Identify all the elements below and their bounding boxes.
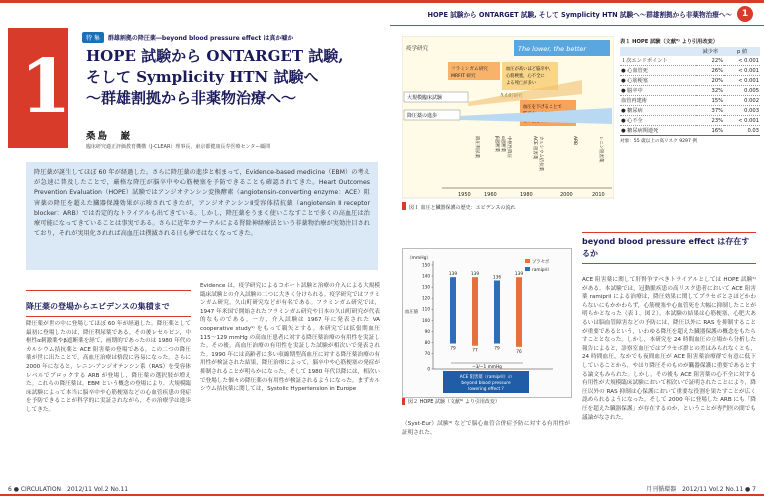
figure-2-chart: [403, 249, 571, 397]
title-line-1: HOPE 試験から ONTARGET 試験,: [86, 47, 344, 65]
table-row: [620, 86, 760, 96]
fig1-year-1980: 1980: [520, 192, 533, 198]
table-row: [620, 126, 760, 136]
table-1-title: 表１ HOPE 試験（文献⁶⁾ より引用改変）: [620, 39, 718, 45]
fig2-bar: [494, 280, 500, 343]
fig2-bar-top-label: 139: [514, 272, 524, 278]
fig1-box-mrfit-text: MRFIT 研究: [451, 74, 476, 79]
article-title: [86, 46, 386, 109]
fig2-y-tick: 70: [424, 350, 430, 356]
feature-tag-label: 特 集: [82, 32, 104, 43]
fig1-drug-diuretic: 降圧利尿薬: [474, 136, 479, 158]
running-title: HOPE 試験から ONTARGET 試験, そして Symplicity HTN 試験へ〜群雄割拠から非薬物治療へ〜: [427, 11, 732, 19]
table-cell: ● 心不全: [621, 118, 643, 124]
section-heading-right-text: beyond blood pressure effect は存在するか: [582, 237, 750, 258]
fig2-bar-top-label: 136: [492, 275, 502, 281]
figure-1-diagram: [402, 36, 614, 214]
table-1-h2: p 値: [736, 49, 748, 55]
section-heading-left-text: 降圧薬の登場からエビデンスの集積まで: [26, 302, 170, 311]
section-heading-left: [26, 290, 191, 317]
table-cell: １次エンドポイント: [621, 58, 668, 64]
table-row: [620, 96, 760, 106]
table-cell: 血管再建術: [621, 98, 647, 104]
fig2-y-tick: 90: [424, 328, 430, 334]
fig2-bar: [516, 277, 522, 347]
table-1-header-row: [620, 47, 760, 56]
fig1-year-2000: 2000: [560, 192, 573, 198]
table-1-grid: [620, 47, 760, 136]
table-cell: < 0.001: [738, 117, 759, 124]
figure-2: [402, 248, 572, 398]
table-cell: 37%: [711, 107, 724, 114]
fig2-legend-swatch: [525, 267, 530, 271]
fig2-caption-text: 図２ HOPE 試験（文献⁶⁾ より引用改変）: [408, 399, 500, 405]
fig1-row-1: 疫学研究: [406, 46, 429, 52]
table-cell: 20%: [711, 77, 724, 84]
fig2-question-text: beyond blood pressure: [461, 381, 511, 386]
fig1-year-1960: 1960: [484, 192, 497, 198]
fig2-bar: [472, 277, 478, 346]
fig2-y-tick: 110: [422, 306, 430, 312]
abstract-text: 降圧薬が誕生してほぼ 60 年が経過した。さらに降圧薬の進歩と相まって，Evidence-based medicine（EBM）の考えが急速に普及したことで，厳格な降圧が脳卒中や心筋梗塞を予防できることも確認されてきた。Heart Outcomes Prevention Evaluation（HOPE）試験ではアンジオテンシン変換酵素（angiotensin-converting enzyme：ACE）阻害薬の降圧を超えた臓器保護効果が示唆されてきたが，アンジオテンシンⅡ受容体拮抗薬（angiotensin Ⅱ receptor blocker：ARB）では否定的なトライアルも出てきている。しかし，降圧薬をうまく使いこなすことで多くの高血圧は治療可能になってきていることは事実である。さらに近年カテーテルによる腎除神経療法という非薬物治療が実効注目されており，それが実用化されれば高血圧は撲滅される日も夢ではなくなってきた。: [34, 169, 370, 238]
table-cell: ● 脳卒中: [621, 88, 643, 94]
table-1-h0: [620, 47, 696, 56]
table-cell: 0.002: [744, 97, 759, 104]
title-line-3: 〜群雄割拠から非薬物治療へ〜: [86, 89, 297, 107]
table-row: [620, 56, 760, 66]
fig2-y-unit: （mmHg）: [407, 256, 432, 261]
fig2-legend-label: プラセボ: [532, 260, 550, 265]
table-cell: 26%: [711, 67, 724, 74]
chapter-badge: 1: [737, 6, 753, 22]
table-cell: 22%: [711, 57, 724, 64]
abstract-box: [26, 162, 378, 270]
affiliation: 臨床研究適正評価教育機構（J-CLEAR）理事長，東京都健康長寿医療センター顧問: [86, 144, 271, 150]
title-line-2: そして Symplicity HTN 試験へ: [86, 68, 319, 86]
table-cell: 23%: [711, 117, 724, 124]
right-col-1: （Syst-Eur）試験⁴⁾ などで脳心血管合併症予防に対する有用性が証明された。: [402, 421, 570, 436]
fig2-question-text: lowering effect ?: [468, 387, 504, 392]
fig1-row-2: 大規模臨床試験: [407, 95, 443, 101]
fig2-bar-top-label: 139: [448, 272, 458, 278]
feature-tag: [82, 32, 293, 42]
table-cell: ● 糖尿病: [621, 108, 643, 114]
footer-right: 月刊循環器 2012/11 Vol.2 No.11 ● 7: [646, 486, 756, 493]
table-1: [620, 38, 760, 144]
table-cell: ● 心筋梗塞: [621, 78, 648, 84]
section-heading-right: [582, 232, 756, 264]
table-cell: 16%: [711, 127, 724, 134]
fig1-finding-2a: 血圧を下げることで: [523, 105, 562, 110]
table-cell: < 0.001: [738, 77, 759, 84]
fig1-caption: 図１ 血圧と臓器保護の歴史：エビデンスの流れ: [409, 205, 516, 211]
table-cell: ● 糖尿病関連死: [621, 128, 659, 134]
fig1-lower-better: The lower, the better: [518, 45, 587, 53]
table-1-h1: 減少率: [702, 49, 719, 55]
left-col-1: 降圧薬が世の中に登場してほぼ 60 年が経過した。降圧薬として最初に登場したのは，降圧利尿薬である。その後レセルピン，中枢性α刺激薬やβ遮断薬を経て，画期的であったのは 1980 年代のカルシウム拮抗薬と ACE 阻害薬の登場である。この二つの降圧薬が世に出たことで，高血圧治療は格段に容易になった。さらに 2000 年になると，レニン‐アンジオテンシン系（RAS）を受容体レベルでブロックする ARB が登場し，降圧薬の選択肢が増えた。これらの降圧薬は，EBM という概念の登場により，大規模臨床試験によって本当に脳卒中や心筋梗塞などの心血管疾患の発症を予防できることが科学的に実証されながら，その治療学は進歩してきた。: [26, 321, 191, 413]
fig1-drug-central: 中枢性降圧: [506, 136, 511, 158]
fig1-drug-ccb: カルシウム拮抗薬: [538, 136, 543, 171]
table-row: [620, 106, 760, 116]
fig1-finding-1c: よる死亡が多い: [506, 81, 537, 86]
fig2-bar-top-label: 139: [470, 272, 480, 278]
chapter-number: 1: [20, 44, 72, 130]
table-cell: 32%: [711, 87, 724, 94]
fig1-drug-arb: ARB: [572, 136, 577, 146]
fig2-y-tick: 140: [422, 273, 430, 279]
fig2-y-tick: 100: [422, 317, 430, 323]
fig2-bar-bottom-label: 79: [450, 346, 456, 352]
table-cell: 0.03: [747, 127, 759, 134]
top-rule: [0, 0, 764, 3]
table-1-note: 対象：55 歳以上の高リスク 9297 例: [620, 139, 697, 144]
fig1-year-1950: 1950: [458, 192, 471, 198]
table-cell: 0.005: [744, 87, 759, 94]
fig1-drug-alpha: α遮断薬: [500, 136, 505, 153]
footer-rule: [0, 494, 764, 496]
fig2-bar-bottom-label: 77: [472, 348, 478, 354]
fig2-y-tick: 120: [422, 295, 430, 301]
chapter-number-block: [8, 28, 72, 148]
fig2-question-text: ACE 阻害薬（ramipril）の: [459, 375, 513, 380]
fig1-drug-renin: レニン阻害薬: [598, 136, 603, 163]
fig2-bar: [450, 277, 456, 343]
fig1-row-3: 降圧薬の進歩: [407, 113, 438, 119]
table-cell: 15%: [711, 97, 724, 104]
fig1-year-2010: 2010: [592, 192, 605, 198]
fig2-group-label: 血圧値: [405, 310, 419, 315]
fig2-legend-label: ramipril: [532, 268, 549, 273]
fig2-legend-swatch: [525, 259, 530, 263]
table-row: [620, 76, 760, 86]
figure-2-caption: [402, 398, 500, 405]
table-row: [620, 116, 760, 126]
fig2-bar-bottom-label: 79: [494, 346, 500, 352]
fig2-diff-label: −3/−1 mmHg: [472, 365, 502, 370]
table-row: [620, 66, 760, 76]
fig1-box-framingham-text: フラミンガム研究: [451, 67, 488, 72]
footer-left: 6 ● CIRCULATION 2012/11 Vol.2 No.11: [8, 486, 129, 493]
left-col-2: Evidence は，疫学研究によるコホート試験と治療の介入による大規模臨床試験との介入試験の二つに大きく分けられる。疫学研究ではフラミンガム研究，久山町研究などが有名である。フラミンガム研究では，1947 年米国で開始されたフラミンガム研究や日本の久山町研究が代表的なものである。一方，介入試験は 1967 年に発表された VA cooperative study¹⁾ をもって嚆矢とする。本研究では拡張期血圧 115〜129 mmHg の高血圧患者に対する降圧薬治療の有用性を実証した。その後，高血圧治療の有用性を実証した試験が相次いで発表された。1990 年には高齢者に多い収縮期型高血圧に対する降圧薬治療の有用性が検証された結果，降圧治療によって，脳卒中や心筋梗塞の発症が抑制されることが明らかになった。そして 1980 年代以降には，相次いで登場した個々の降圧薬の有用性が検証されるようになった。まずカルシウム拮抗薬に関しては，Systolic Hypertension in Europe: [200, 283, 380, 393]
feature-tag-text: 群雄割拠の降圧薬―beyond blood pressure effect は真か嘘か: [107, 34, 294, 42]
table-cell: ● 心血管死: [621, 68, 648, 74]
table-cell: < 0.001: [738, 57, 759, 64]
fig1-caption-marker: [402, 202, 406, 210]
fig1-drug-beta: β遮断薬: [494, 136, 499, 152]
table-cell: 0.003: [744, 107, 759, 114]
fig1-finding-1a: 血圧が高いほど脳卒中,: [506, 67, 551, 72]
fig2-y-tick: 0: [427, 366, 430, 372]
fig2-y-tick: 130: [422, 284, 430, 290]
right-col-2: ACE 阻害薬に関して肝腎争すべきトライアルとしては HOPE 試験⁵⁾ がある。本試験では，冠動脈疾患の高リスク患者において ACE 阻害薬 ramipril による治療は，降圧効果に関してプラセボとさほどかわらないにもかかわらず，心筋梗塞や心血管死を大幅に抑制したことが明らかとなった（表１，図２）。本試験の結果は心筋梗塞，心肥大あるいは脳血管障害などの予防には，降圧以外に RAS を抑制することが重要であるという，いわゆる降圧を超えた臓器保護の概念をもたらすこととなった。しかし，本研究を 24 時間血圧の立場から分析した報告によると，診察室血圧ではプラセボ群との差はみられなくとも，24 時間血圧，なかでも夜間血圧が ACE 阻害薬治療群で有意に低下していることから，やはり降圧そのものが臓器保護に重要であるとする論文もみられた。しかし，その後も ACE 阻害薬の心不全に対する有用性が大規模臨床試験において相次いで証明されたことにより，降圧以外の RAS 抑制は心保護において重要な役割を果たすことが広く認められるようになった。そして 2000 年に登場した ARB にも「降圧を超えた臓器保護」が存在するのか，ということが専門医の間でも議論がなされた。: [582, 277, 756, 421]
fig1-drug-ace: ACE 阻害薬: [532, 136, 537, 160]
fig2-bar-bottom-label: 76: [516, 349, 522, 355]
author: 桑島 巌: [86, 131, 133, 142]
table-cell: < 0.001: [738, 67, 759, 74]
header-rule: [390, 25, 764, 26]
fig1-finding-1b: 心筋梗塞，心不全に: [506, 74, 545, 79]
fig2-caption-marker: [402, 398, 405, 405]
figure-1: [402, 36, 614, 214]
fig2-y-tick: 150: [422, 262, 430, 268]
fig2-y-tick: 80: [424, 339, 430, 345]
